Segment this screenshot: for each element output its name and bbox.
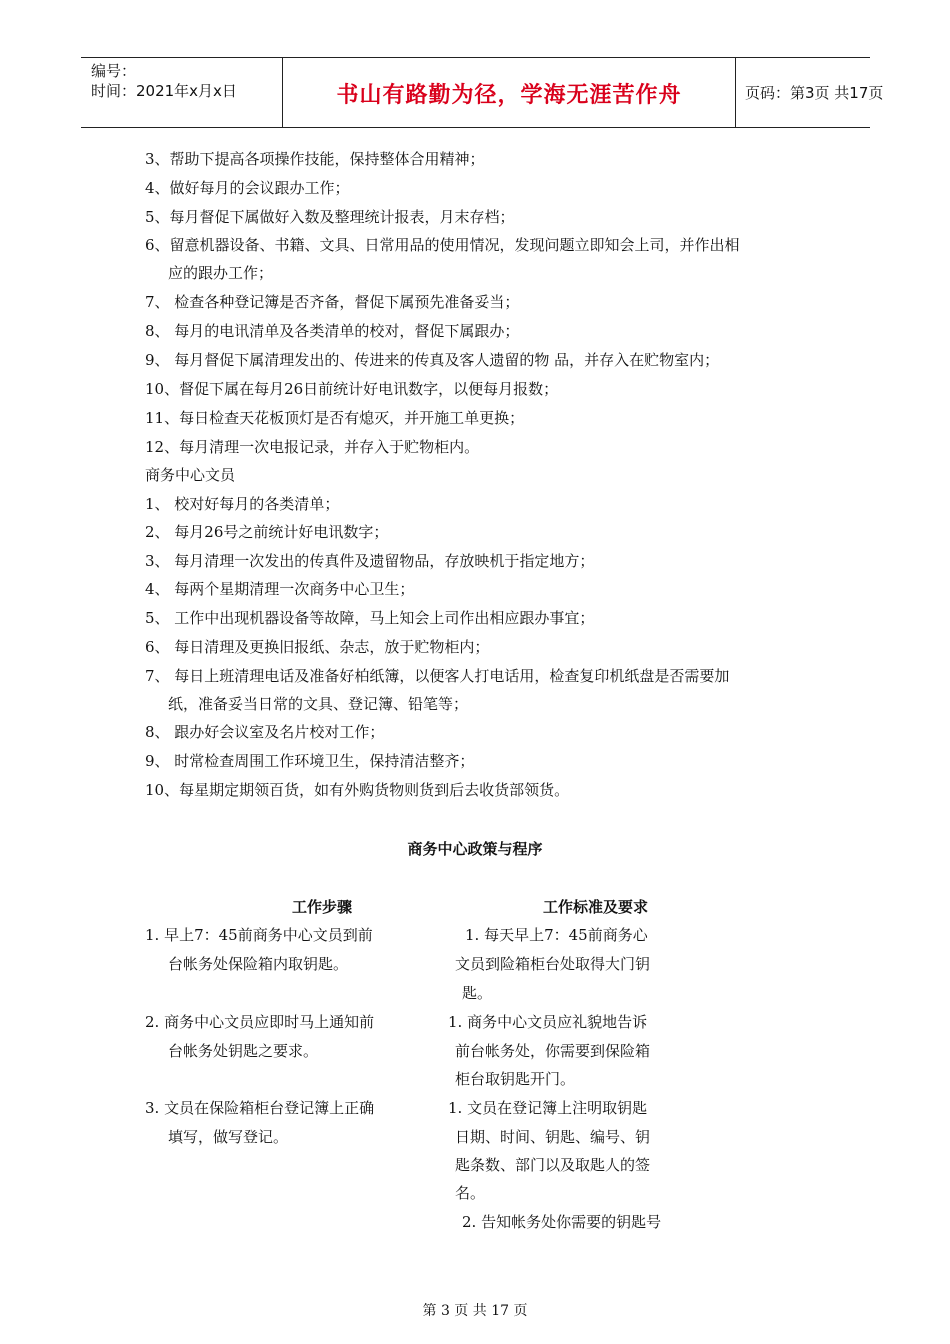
standard-cell: 1. 商务中心文员应礼貌地告诉 (448, 1013, 648, 1031)
duty-line: 2、 每月26号之前统计好电讯数字； (145, 523, 389, 541)
standard-cell: 名。 (455, 1184, 486, 1202)
duty-line: 5、 工作中出现机器设备等故障，马上知会上司作出相应跟办事宜； (145, 609, 595, 627)
step-cell: 填写，做写登记。 (168, 1128, 289, 1146)
standard-cell: 日期、时间、钥匙、编号、钥 (455, 1128, 651, 1146)
standard-cell: 匙。 (462, 984, 493, 1002)
header-motto: 书山有路勤为径，学海无涯苦作舟 (336, 83, 682, 108)
standard-cell: 1. 每天早上7：45前商务心 (465, 926, 648, 944)
standard-cell: 柜台取钥匙开门。 (455, 1070, 576, 1088)
duty-line: 6、 每日清理及更换旧报纸、杂志，放于贮物柜内； (145, 638, 490, 656)
column-header-steps: 工作步骤 (292, 898, 353, 916)
standard-cell: 文员到险箱柜台处取得大门钥 (455, 955, 651, 973)
step-cell: 1. 早上7：45前商务中心文员到前 (145, 926, 373, 944)
standard-cell: 2. 告知帐务处你需要的钥匙号 (462, 1213, 662, 1231)
duty-line: 10、督促下属在每月26日前统计好电讯数字，以便每月报数； (145, 380, 559, 398)
duty-line: 4、做好每月的会议跟办工作； (145, 179, 350, 197)
duty-line: 7、 检查各种登记簿是否齐备，督促下属预先准备妥当； (145, 293, 520, 311)
duty-line: 9、 时常检查周围工作环境卫生，保持清洁整齐； (145, 752, 475, 770)
duty-line: 10、每星期定期领百货，如有外购货物则货到后去收货部领货。 (145, 781, 570, 799)
duty-line: 6、留意机器设备、书籍、文具、日常用品的使用情况，发现问题立即知会上司，并作出相 (145, 236, 740, 254)
standard-cell: 1. 文员在登记簿上注明取钥匙 (448, 1099, 648, 1117)
duty-line: 1、 校对好每月的各类清单； (145, 495, 340, 513)
duty-line-continuation: 纸，准备妥当日常的文具、登记簿、铅笔等； (168, 695, 469, 713)
step-cell: 台帐务处钥匙之要求。 (168, 1042, 319, 1060)
duty-line: 3、 每月清理一次发出的传真件及遗留物品，存放映机于指定地方； (145, 552, 595, 570)
document-header (81, 57, 884, 128)
step-cell: 2. 商务中心文员应即时马上通知前 (145, 1013, 375, 1031)
duty-line: 8、 跟办好会议室及名片校对工作； (145, 723, 385, 741)
section-heading: 商务中心文员 (145, 466, 236, 484)
duty-line: 11、每日检查天花板顶灯是否有熄灭，并开施工单更换； (145, 409, 525, 427)
step-cell: 3. 文员在保险箱柜台登记簿上正确 (145, 1099, 375, 1117)
duty-line-continuation: 应的跟办工作； (168, 264, 274, 282)
duty-line: 5、每月督促下属做好入数及整理统计报表，月末存档； (145, 208, 515, 226)
duty-line: 12、每月清理一次电报记录，并存入于贮物柜内。 (145, 438, 480, 456)
duty-line: 7、 每日上班清理电话及准备好柏纸簿，以便客人打电话用，检查复印机纸盘是否需要加 (145, 667, 730, 685)
duty-line: 3、帮助下提高各项操作技能，保持整体合用精神； (145, 150, 485, 168)
policy-title: 商务中心政策与程序 (407, 840, 543, 858)
duty-line: 9、 每月督促下属清理发出的、传进来的传真及客人遗留的物 品，并存入在贮物室内； (145, 351, 720, 369)
header-page-cell (735, 58, 884, 127)
document-number-label: 编号： (91, 62, 137, 80)
header-motto-cell (282, 58, 736, 127)
standard-cell: 前台帐务处，你需要到保险箱 (455, 1042, 651, 1060)
duty-line: 8、 每月的电讯清单及各类清单的校对，督促下属跟办； (145, 322, 520, 340)
standard-cell: 匙条数、部门以及取匙人的签 (455, 1156, 651, 1174)
column-header-standards: 工作标准及要求 (543, 898, 649, 916)
header-meta-cell (81, 58, 282, 127)
step-cell: 台帐务处保险箱内取钥匙。 (168, 955, 349, 973)
document-date: 时间：2021年x月x日 (91, 82, 237, 100)
header-page-info: 页码：第3页 共17页 (745, 84, 884, 102)
duty-line: 4、 每两个星期清理一次商务中心卫生； (145, 580, 415, 598)
page-footer: 第 3 页 共 17 页 (422, 1303, 528, 1319)
